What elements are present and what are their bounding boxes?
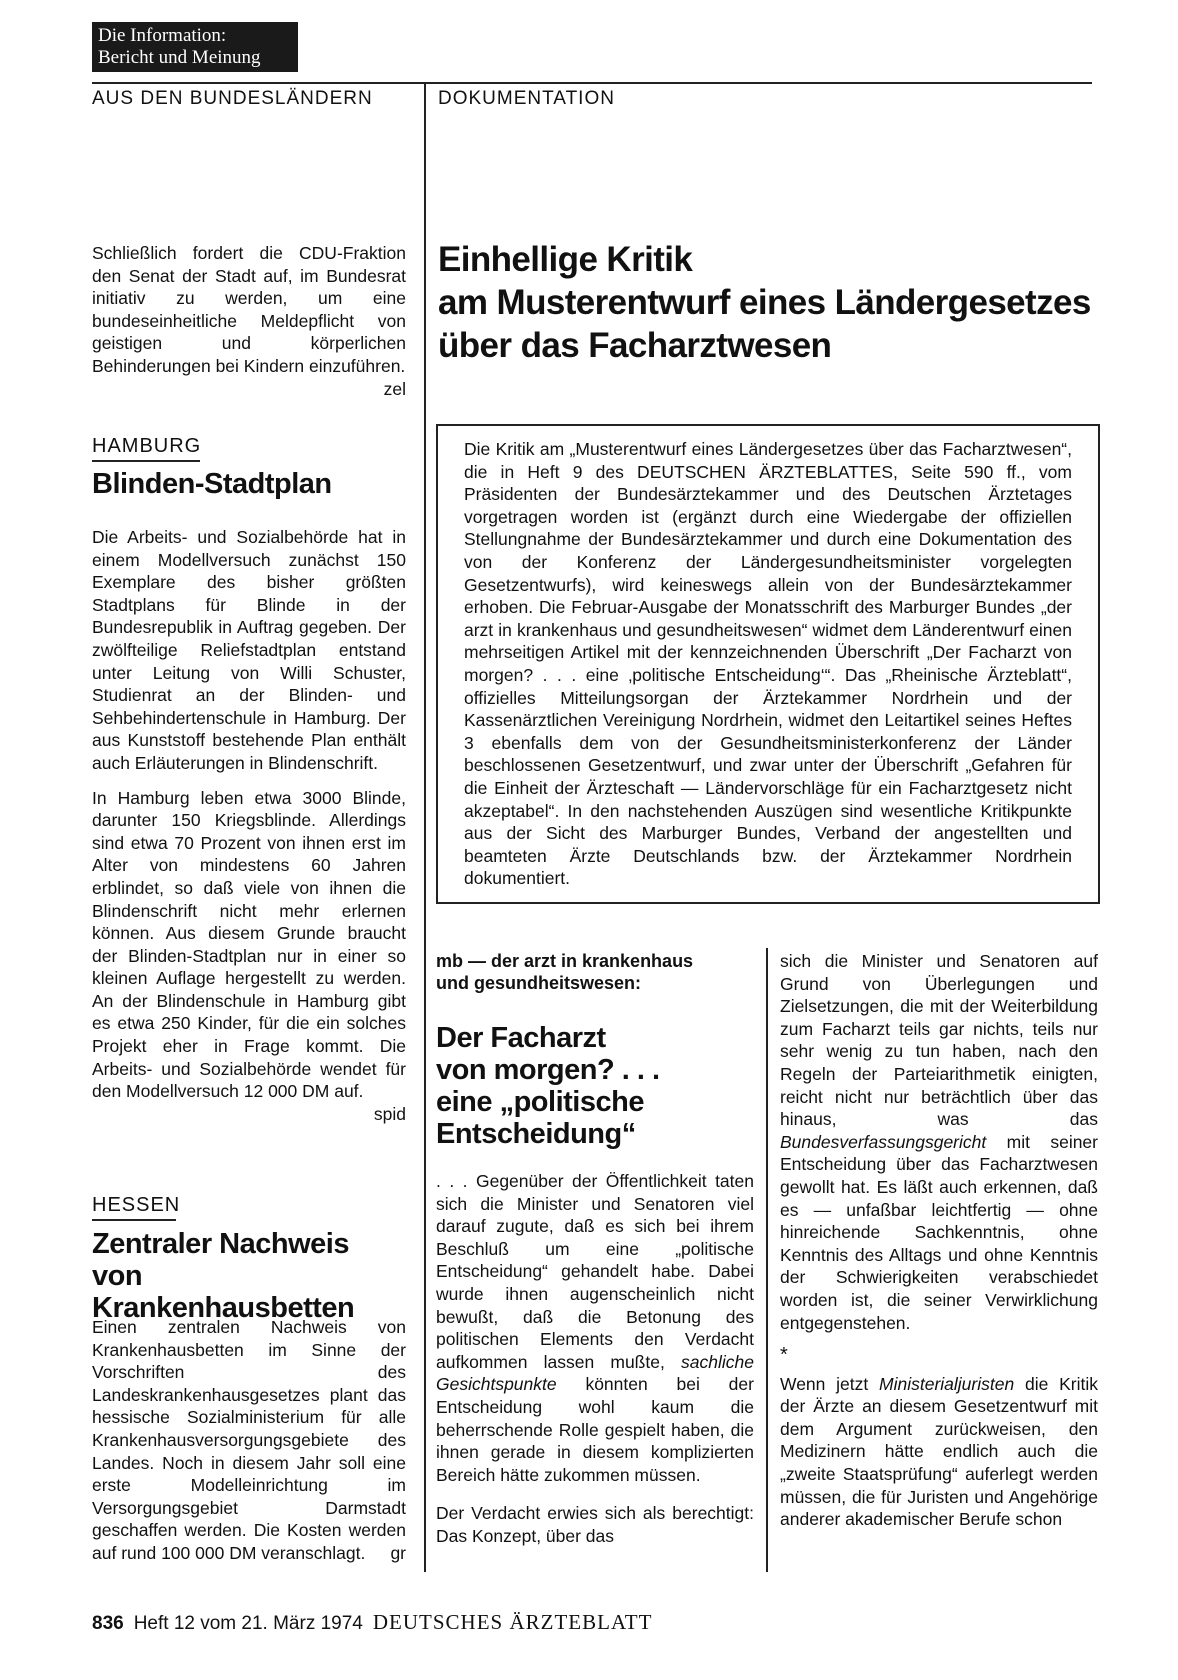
headline-line: Einhellige Kritik (438, 240, 693, 279)
paragraph (436, 1170, 754, 1486)
intro-box-text: Die Kritik am „Musterentwurf eines Ländergesetzes über das Facharztwesen“, die in Heft 9 des DEUTSCHEN ÄRZTEBLATTES, Seite 590 ff., vom Präsidenten der Bundesärztekammer und des Deutschen Ärztetages vorgetragen worden ist (ergänzt durch eine Wiedergabe der offiziellen Stellungnahme der Bundesärztekammer und durch eine Dokumentation des von der Konferenz der Ländergesundheitsminister vorgelegten Gesetzentwurfs), wird keineswegs allein von der Bundesärztekammer erhoben. Die Februar-Ausgabe der Monatsschrift des Marburger Bundes „der arzt in krankenhaus und gesundheitswesen“ widmet dem Länderentwurf einen mehrseitigen Artikel mit der kennzeichnenden Überschrift „Der Facharzt von morgen? . . . eine ‚politische Entscheidung‘“. Das „Rheinische Ärzteblatt“, offizielles Mitteilungsorgan der Ärztekammer Nordrhein und der Kassenärztlichen Vereinigung Nordrhein, widmet den Leitartikel seines Heftes 3 ebenfalls dem von der Gesundheitsministerkonferenz der Länder beschlossenen Gesetzentwurf, und zwar unter der Überschrift „Gefahren für die Einheit der Ärzteschaft — Ländervorschläge für ein Facharztgesetz nicht akzeptabel“. In den nachstehenden Auszügen sind wesentliche Kritikpunkte aus der Sicht des Marburger Bundes, Verband der angestellten und beamteten Ärzte Deutschlands bzw. der Ärztekammer Nordrhein dokumentiert. (464, 439, 1072, 889)
author-sign: zel (383, 378, 406, 399)
title-line: Zentraler Nachweis (92, 1228, 349, 1260)
sub-article-col1 (436, 1170, 754, 1548)
paragraph: Die Arbeits- und Sozialbehörde hat in einem Modellversuch zunächst 150 Exemplare des bisher größten Stadtplans für Blinde in der Bundesrepublik in Auftrag gegeben. Der zwölfteilige Reliefstadtplan entstand unter Leitung von Willi Schuster, Studienrat an der Blinden- und Sehbehindertenschule in Hamburg. Der aus Kunststoff bestehende Plan enthält auch Erläuterungen in Blindenschrift. (92, 527, 406, 773)
paragraph: Der Verdacht erwies sich als berechtigt: Das Konzept, über das (436, 1503, 754, 1546)
text-run: könnten bei der Entscheidung wohl kaum die beherrschende Rolle gespielt haben, die ihnen gerade in diesem komplizierten Bereich hätte zukommen müssen. (436, 1374, 754, 1485)
region-underline (92, 460, 200, 462)
kicker-line: mb — der arzt in krankenhaus (436, 951, 694, 971)
sub-article-col2 (780, 950, 1098, 1531)
article-title-hamburg: Blinden-Stadtplan (92, 468, 332, 500)
section-star: * (780, 1344, 788, 1367)
article-title-hessen (92, 1228, 406, 1324)
section-label-left: AUS DEN BUNDESLÄNDERN (92, 88, 373, 109)
title-line: von Krankenhausbetten (92, 1260, 355, 1324)
main-headline (438, 238, 1098, 367)
rubric-box (92, 22, 298, 72)
text-run: sich die Minister und Senatoren auf Grund von Überlegungen und Zielsetzungen, die mit der Weiterbildung zum Facharzt teils gar nichts, teils nur sehr wenig zu tun haben, nach den Regeln der Parteiarithmetik einigten, reicht nicht nur beträchtlich über das hinaus, was das (780, 951, 1098, 1130)
subcolumn-divider (766, 948, 768, 1572)
article-body-hamburg (92, 526, 406, 1125)
intro-box (436, 424, 1100, 904)
author-sign: spid (373, 1103, 406, 1124)
issue-info: Heft 12 vom 21. März 1974 (133, 1613, 363, 1634)
intro-sign-row (92, 378, 406, 401)
journal-name: DEUTSCHES ÄRZTEBLATT (372, 1610, 653, 1634)
page-number: 836 (92, 1613, 124, 1634)
region-label-hamburg: HAMBURG (92, 435, 202, 457)
kicker-line: und gesundheitswesen: (436, 973, 642, 993)
sub-article-title (436, 1022, 754, 1150)
top-rule (92, 82, 1092, 84)
column-divider (424, 82, 426, 1572)
emphasis: Bundesverfassungsgericht (780, 1131, 987, 1152)
headline-line: über das Facharztwesen (438, 326, 832, 365)
title-line: eine „politische (436, 1086, 644, 1118)
intro-text: Schließlich fordert die CDU-Fraktion den Senat der Stadt auf, im Bundesrat initiativ zu werden, um eine bundeseinheitliche Meldepflicht von geistigen und körperlichen Behinderungen bei Kindern einzuführen. (92, 243, 406, 376)
source-kicker (436, 950, 754, 994)
region-label-hessen: HESSEN (92, 1194, 181, 1216)
paragraph: Einen zentralen Nachweis von Krankenhausbetten im Sinne der Vorschriften des Landeskrankenhausgesetzes plant das hessische Sozialministerium für alle Krankenhausversorgungsgebiete des Landes. Noch in diesem Jahr soll eine erste Modelleinrichtung im Versorgungsgebiet Darmstadt geschaffen werden. Die Kosten werden auf rund 100 000 DM veranschlagt. (92, 1317, 406, 1563)
hamburg-sign-row (92, 1103, 406, 1126)
paragraph: In Hamburg leben etwa 3000 Blinde, darunter 150 Kriegsblinde. Allerdings sind etwa 70 Prozent von ihnen erst im Alter von mindestens 60 Jahren erblindet, so daß viele von ihnen die Blindenschrift nicht mehr erlernen können. Aus diesem Grunde braucht der Blinden-Stadtplan nur in einer so kleinen Auflage hergestellt zu werden. An der Blindenschule in Hamburg gibt es etwa 250 Kinder, für die ein solches Projekt eher in Frage kommt. Die Arbeits- und Sozialbehörde wendet für den Modellversuch 12 000 DM auf. (92, 787, 406, 1102)
text-run: die Kritik der Ärzte an diesem Gesetzentwurf mit dem Argument zurückweisen, den Medizinern hätte endlich auch die „zweite Staatsprüfung“ auferlegt werden müssen, die für Juristen und Angehörige anderer akademischer Berufe schon (780, 1373, 1098, 1530)
paragraph (780, 950, 1098, 1334)
text-run: mit seiner Entscheidung über das Facharztwesen gewollt hat. Es läßt auch erkennen, daß es — unfaßbar leichtfertig — ohne hinreichende Sachkenntnis, ohne Kenntnis des Alltags und ohne Kenntnis der Schwierigkeiten verabschiedet worden ist, die seiner Verwirklichung entgegenstehen. (780, 1131, 1098, 1333)
paragraph (780, 1373, 1098, 1531)
title-line: von morgen? . . . (436, 1054, 660, 1086)
emphasis: Ministerialjuristen (879, 1373, 1015, 1394)
title-line: Der Facharzt (436, 1022, 606, 1054)
headline-line: am Musterentwurf eines Ländergesetzes (438, 283, 1091, 322)
region-underline (92, 1219, 176, 1221)
rubric-line-2: Bericht und Meinung (98, 47, 261, 68)
article-body-hessen (92, 1316, 406, 1565)
text-run: Wenn jetzt (780, 1373, 869, 1394)
section-label-right: DOKUMENTATION (438, 88, 615, 109)
title-line: Entscheidung“ (436, 1118, 636, 1150)
text-run: . . . Gegenüber der Öffentlichkeit taten sich die Minister und Senatoren viel darauf zugute, daß es sich bei ihrem Beschluß um eine „politische Entscheidung“ gehandelt habe. Dabei wurde ihnen augenscheinlich nicht bewußt, daß die Betonung des politischen Elements den Verdacht aufkommen lassen mußte, (436, 1171, 754, 1372)
author-sign: gr (390, 1542, 406, 1563)
rubric-line-1: Die Information: (98, 25, 227, 46)
intro-article (92, 242, 406, 400)
emphasis: sachliche Gesichtspunkte (436, 1351, 754, 1395)
page-footer (92, 1610, 652, 1635)
